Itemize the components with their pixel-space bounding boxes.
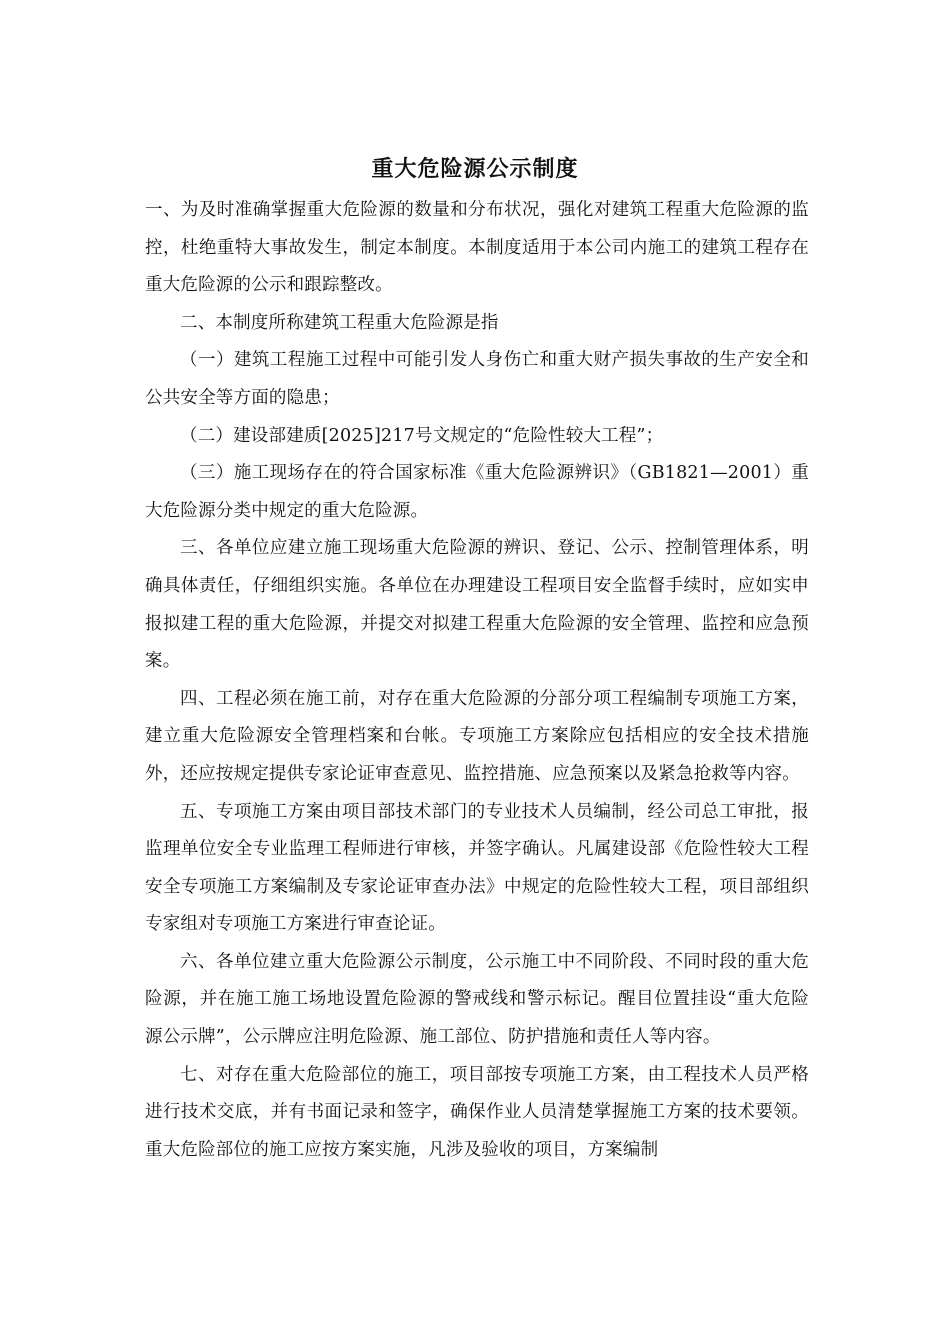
document-body: [145, 192, 809, 1169]
paragraph-3: （一）建筑工程施工过程中可能引发人身伤亡和重大财产损失事故的生产安全和公共安全等方面的隐患；: [145, 350, 809, 408]
paragraph-9: 六、各单位建立重大危险源公示制度，公示施工中不同阶段、不同时段的重大危险源，并在施工施工场地设置危险源的警戒线和警示标记。醒目位置挂设“重大危险源公示牌”，公示牌应注明危险源、施工部位、防护措施和责任人等内容。: [145, 951, 809, 1048]
paragraph-2: 二、本制度所称建筑工程重大危险源是指: [180, 312, 499, 333]
paragraph-5: （三）施工现场存在的符合国家标准《重大危险源辨识》（GB1821—2001）重大危险源分类中规定的重大危险源。: [145, 463, 809, 521]
document-title: 重大危险源公示制度: [371, 157, 579, 182]
paragraph-1: 一、为及时准确掌握重大危险源的数量和分布状况，强化对建筑工程重大危险源的监控，杜绝重特大事故发生，制定本制度。本制度适用于本公司内施工的建筑工程存在重大危险源的公示和跟踪整改。: [145, 200, 809, 296]
paragraph-10: 七、对存在重大危险部位的施工，项目部按专项施工方案，由工程技术人员严格进行技术交底，并有书面记录和签字，确保作业人员清楚掌握施工方案的技术要领。重大危险部位的施工应按方案实施，凡涉及验收的项目，方案编制: [145, 1064, 809, 1160]
paragraph-8: 五、专项施工方案由项目部技术部门的专业技术人员编制，经公司总工审批，报监理单位安全专业监理工程师进行审核，并签字确认。凡属建设部《危险性较大工程安全专项施工方案编制及专家论证审查办法》中规定的危险性较大工程，项目部组织专家组对专项施工方案进行审查论证。: [145, 801, 809, 935]
paragraph-7: 四、工程必须在施工前，对存在重大危险源的分部分项工程编制专项施工方案，建立重大危险源安全管理档案和台帐。专项施工方案除应包括相应的安全技术措施外，还应按规定提供专家论证审查意见、监控措施、应急预案以及紧急抢救等内容。: [145, 688, 809, 784]
paragraph-4: （二）建设部建质[2025]217号文规定的“危险性较大工程”；: [180, 425, 664, 446]
paragraph-6: 三、各单位应建立施工现场重大危险源的辨识、登记、公示、控制管理体系，明确具体责任，仔细组织实施。各单位在办理建设工程项目安全监督手续时，应如实申报拟建工程的重大危险源，并提交对拟建工程重大危险源的安全管理、监控和应急预案。: [145, 538, 809, 672]
